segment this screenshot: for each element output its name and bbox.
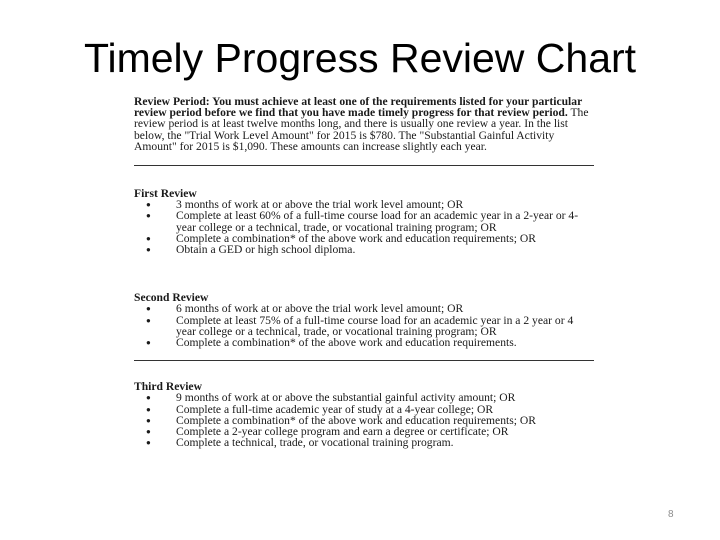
third-review-section: [134, 381, 594, 448]
list-item: ● Complete a 2-year college program and earn a degree or certificate; OR: [134, 426, 594, 437]
list-item: ● Complete a combination* of the above work and education requirements; OR: [134, 415, 594, 426]
list-item: ● Obtain a GED or high school diploma.: [134, 244, 594, 255]
intro-plain-text: The review period is at least twelve months long, and there is usually one review a year. In the list below, the "Trial Work Level Amount" for 2015 is $780. The "Substantial Gainful Activity Amount" for 2015 is $1,090. These amounts can increase slightly each year.: [134, 106, 589, 153]
list-item: ● 3 months of work at or above the trial work level amount; OR: [134, 199, 594, 210]
second-review-heading: Second Review: [134, 291, 209, 305]
first-review-list: [134, 199, 594, 255]
first-review-heading: First Review: [134, 187, 197, 201]
list-item: ● Complete a technical, trade, or vocational training program.: [134, 437, 594, 448]
section-divider: [134, 360, 594, 361]
list-item: ● Complete a combination* of the above work and education requirements.: [134, 337, 594, 348]
review-period-intro: [134, 96, 594, 152]
third-review-list: [134, 392, 594, 448]
list-item: ● Complete a full-time academic year of study at a 4-year college; OR: [134, 404, 594, 415]
list-item: ● Complete a combination* of the above work and education requirements; OR: [134, 233, 594, 244]
scanned-document: [134, 96, 594, 448]
second-review-list: [134, 303, 594, 348]
list-item: ● Complete at least 75% of a full-time course load for an academic year in a 2 year or 4 year college or a technical, trade, or vocational training program; OR: [134, 315, 594, 337]
section-divider: [134, 165, 594, 166]
list-item: ● 9 months of work at or above the substantial gainful activity amount; OR: [134, 392, 594, 403]
first-review-section: [134, 188, 594, 255]
third-review-heading: Third Review: [134, 380, 202, 394]
list-item: ● Complete at least 60% of a full-time course load for an academic year in a 2-year or 4-year college or a technical, trade, or vocational training program; OR: [134, 210, 594, 232]
page-number: 8: [668, 509, 674, 520]
intro-bold-text: Review Period: You must achieve at least one of the requirements listed for your particular review period before we find that you have made timely progress for that review period.: [134, 95, 583, 120]
second-review-section: [134, 292, 594, 348]
list-item: ● 6 months of work at or above the trial work level amount; OR: [134, 303, 594, 314]
slide-title: Timely Progress Review Chart: [83, 35, 637, 81]
